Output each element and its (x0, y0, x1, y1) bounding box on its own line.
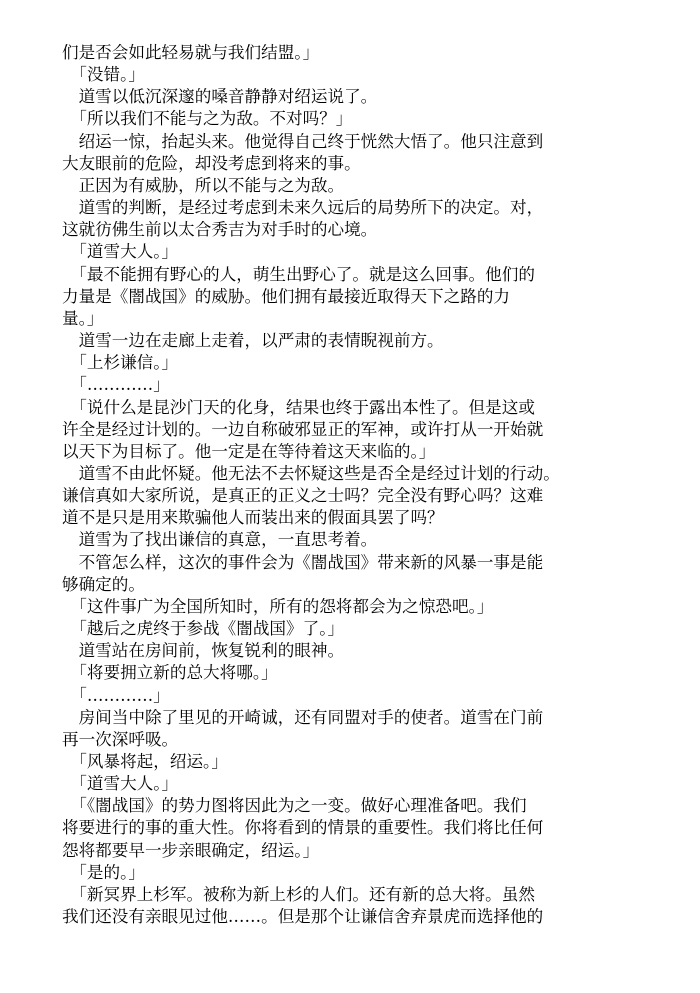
text-line: 「是的。」 (62, 862, 145, 882)
text-line: 怨将都要早一步亲眼确定，绍运。」 (62, 840, 320, 860)
text-line: 这就彷佛生前以太合秀吉为对手时的心境。 (62, 220, 378, 240)
text-line: 大友眼前的危险，却没考虑到将来的事。 (62, 153, 361, 173)
text-line: 道雪的判断，是经过考虑到未来久远后的局势所下的决定。对， (62, 198, 544, 218)
text-line: 道雪不由此怀疑。他无法不去怀疑这些是否全是经过计划的行动。 (62, 463, 560, 483)
document-page (62, 42, 632, 928)
text-line: 「说什么是昆沙门天的化身，结果也终于露出本性了。但是这或 (62, 397, 535, 417)
text-line: 量。」 (62, 308, 104, 328)
text-line: 力量是《闇战国》的威胁。他们拥有最接近取得天下之路的力 (62, 286, 511, 306)
text-line: 们是否会如此轻易就与我们结盟。」 (62, 43, 320, 62)
text-line: 「…………」 (62, 375, 170, 395)
text-line: 绍运一惊，抬起头来。他觉得自己终于恍然大悟了。他只注意到 (62, 131, 544, 151)
text-line: 再一次深呼吸。 (62, 729, 179, 749)
text-line: 「没错。」 (62, 65, 145, 85)
text-line: 道雪为了找出谦信的真意，一直思考着。 (62, 530, 378, 550)
text-line: 「道雪大人。」 (62, 242, 179, 262)
text-line: 「最不能拥有野心的人，萌生出野心了。就是这么回事。他们的 (62, 264, 535, 284)
text-line: 够确定的。 (62, 574, 145, 594)
text-line: 正因为有威胁，所以不能与之为敌。 (62, 175, 345, 195)
text-line: 房间当中除了里见的开崎诚，还有同盟对手的使者。道雪在门前 (62, 707, 544, 727)
text-line: 道不是只是用来欺骗他人而装出来的假面具罢了吗？ (62, 508, 444, 528)
text-line: 「道雪大人。」 (62, 774, 179, 794)
text-line: 「《闇战国》的势力图将因此为之一变。做好心理准备吧。我们 (62, 796, 527, 816)
text-line: 许全是经过计划的。一边自称破邪显正的军神，或许打从一开始就 (62, 419, 544, 439)
text-line: 「新冥界上杉军。被称为新上杉的人们。还有新的总大将。虽然 (62, 884, 535, 904)
text-line: 「…………」 (62, 685, 170, 705)
text-line: 「越后之虎终于参战《闇战国》了。」 (62, 619, 345, 639)
text-line: 谦信真如大家所说，是真正的正义之士吗？完全没有野心吗？这难 (62, 486, 544, 506)
text-line: 道雪以低沉深邃的嗓音静静对绍运说了。 (62, 87, 378, 107)
text-line: 道雪站在房间前，恢复锐利的眼神。 (62, 641, 345, 661)
text-line: 「上杉谦信。」 (62, 353, 179, 373)
text-line: 「这件事广为全国所知时，所有的怨将都会为之惊恐吧。」 (62, 596, 494, 616)
text-line: 我们还没有亲眼见过他……。但是那个让谦信舍弃景虎而选择他的 (62, 907, 544, 927)
text-line: 不管怎么样，这次的事件会为《闇战国》带来新的风暴一事是能 (62, 552, 544, 572)
text-line: 道雪一边在走廊上走着，以严肃的表情睨视前方。 (62, 331, 444, 351)
text-line: 将要进行的事的重大性。你将看到的情景的重要性。我们将比任何 (62, 818, 544, 838)
text-line: 以天下为目标了。他一定是在等待着这天来临的。」 (62, 441, 436, 461)
text-line: 「风暴将起，绍运。」 (62, 752, 228, 771)
text-line: 「将要拥立新的总大将哪。」 (62, 663, 278, 683)
text-line: 「所以我们不能与之为敌。不对吗？」 (62, 109, 353, 129)
